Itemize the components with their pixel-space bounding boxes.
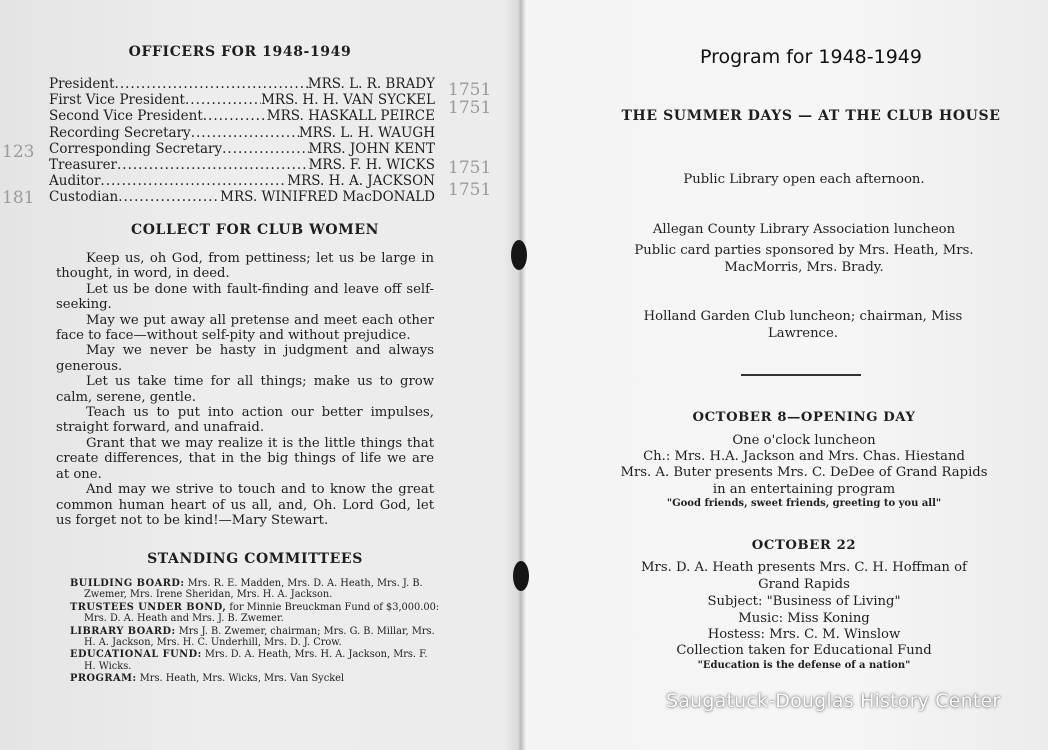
margin-note: 1751	[448, 158, 492, 178]
prayer-paragraph: Let us take time for all things; make us to grow calm, serene, gentle.	[56, 374, 434, 405]
officer-row	[49, 76, 435, 92]
officer-role: Recording Secretary	[49, 124, 191, 141]
oct22-line: Subject: "Business of Living"	[707, 594, 901, 609]
oct22-line: Mrs. D. A. Heath presents Mrs. C. H. Hoffman of Grand Rapids	[641, 560, 967, 592]
prayer-paragraph: Keep us, oh God, from pettiness; let us be large in thought, in word, in deed.	[56, 251, 434, 282]
oct8-line: One o'clock luncheon	[732, 433, 876, 448]
oct8-heading: OCTOBER 8—OPENING DAY	[692, 410, 916, 425]
committee-entry	[70, 578, 440, 601]
collect-title: COLLECT FOR CLUB WOMEN	[131, 222, 379, 238]
margin-note: 1751	[448, 80, 492, 100]
officer-role: Second Vice President	[49, 108, 203, 125]
committee-entry	[70, 602, 440, 625]
officer-row	[49, 189, 435, 205]
committee-label: PROGRAM:	[70, 673, 137, 685]
committee-members: Mrs. Heath, Mrs. Wicks, Mrs. Van Syckel	[139, 673, 345, 685]
prayer-paragraph: May we put away all pretense and meet each other face to face—without self-pity and without prejudice.	[56, 312, 434, 344]
prayer-paragraph: Grant that we may realize it is the little things that create differences, that in the big things of life we are at one.	[56, 435, 434, 482]
officer-row	[49, 141, 435, 157]
officer-name: MRS. WINIFRED MacDONALD	[220, 189, 435, 206]
committee-entry	[70, 673, 440, 684]
officer-role: First Vice President	[49, 92, 185, 109]
committee-members: Mrs. R. E. Madden, Mrs. D. A. Heath, Mrs. J. B. Zwemer, Mrs. Irene Sheridan, Mrs. H. A. Jackson.	[84, 578, 423, 601]
summer-item: Holland Garden Club luncheon; chairman, Miss Lawrence.	[643, 309, 963, 341]
officer-row	[49, 108, 435, 124]
summer-item: Public Library open each afternoon.	[683, 172, 925, 187]
section-divider	[741, 374, 861, 376]
summer-item: Allegan County Library Association luncheon	[652, 222, 956, 237]
committee-entry	[70, 626, 440, 649]
collect-prayer	[56, 251, 434, 528]
prayer-paragraph: Teach us to put into action our better impulses, straight forward, and unafraid.	[56, 405, 434, 436]
officer-name: MRS. L. R. BRADY	[307, 76, 435, 92]
committee-members: Mrs. D. A. Heath, Mrs. H. A. Jackson, Mrs. F. H. Wicks.	[84, 649, 428, 672]
committee-label: LIBRARY BOARD:	[70, 625, 176, 637]
officer-role: Auditor	[49, 173, 101, 190]
officer-name: MRS. F. H. WICKS	[308, 157, 435, 174]
left-page	[0, 0, 519, 750]
margin-note: 123	[2, 142, 35, 162]
leader-dots	[222, 141, 308, 157]
oct22-line: Collection taken for Educational Fund	[676, 643, 932, 658]
prayer-paragraph: May we never be hasty in judgment and always generous.	[56, 343, 434, 374]
officers-title: OFFICERS FOR 1948-1949	[128, 44, 352, 60]
committees-list	[70, 578, 440, 686]
oct22-line: Music: Miss Koning	[738, 611, 870, 626]
officer-row	[49, 125, 435, 141]
officer-row	[49, 92, 435, 108]
summer-heading: THE SUMMER DAYS — AT THE CLUB HOUSE	[621, 108, 1001, 124]
margin-note: 181	[2, 188, 35, 208]
margin-note: 1751	[448, 98, 492, 118]
committee-label: EDUCATIONAL FUND:	[70, 649, 202, 661]
program-title: Program for 1948-1949	[700, 46, 922, 68]
summer-item: Public card parties sponsored by Mrs. Heath, Mrs. MacMorris, Mrs. Brady.	[634, 243, 974, 275]
leader-dots	[117, 157, 309, 173]
history-center-watermark: Saugatuck-Douglas History Center	[666, 690, 1001, 712]
officer-role: Treasurer	[49, 157, 118, 174]
officer-role: Custodian	[49, 189, 119, 206]
officer-role: Corresponding Secretary	[49, 140, 223, 157]
officer-row	[49, 157, 435, 173]
officer-role: President	[49, 76, 115, 92]
oct8-line: Mrs. A. Buter presents Mrs. C. DeDee of Grand Rapids in an entertaining program	[620, 465, 988, 497]
committee-label: BUILDING BOARD:	[70, 578, 185, 589]
committee-entry	[70, 649, 440, 672]
committee-members: for Minnie Breuckman Fund of $3,000.00: Mrs. D. A. Heath and Mrs. J. B. Zwemer.	[84, 601, 440, 625]
leader-dots	[191, 125, 299, 141]
oct8-quote: "Good friends, sweet friends, greeting to you all"	[666, 498, 942, 509]
officer-row	[49, 173, 435, 189]
prayer-paragraph: Let us be done with fault-finding and leave off self-seeking.	[56, 281, 434, 313]
leader-dots	[185, 92, 261, 108]
leader-dots	[115, 76, 308, 92]
leader-dots	[100, 173, 287, 189]
oct22-line: Hostess: Mrs. C. M. Winslow	[707, 627, 901, 642]
prayer-paragraph: And may we strive to touch and to know the great common human heart of us all, and, Oh. Lord God, let us forget not to be kind!—Mary Stewart.	[56, 482, 434, 528]
officer-name: MRS. L. H. WAUGH	[298, 124, 435, 141]
margin-note: 1751	[448, 180, 492, 200]
committee-label: TRUSTEES UNDER BOND,	[70, 601, 227, 613]
oct8-line: Ch.: Mrs. H.A. Jackson and Mrs. Chas. Hiestand	[643, 449, 965, 464]
officers-list	[49, 76, 435, 206]
officer-name: MRS. H. A. JACKSON	[287, 173, 435, 190]
leader-dots	[203, 108, 267, 124]
leader-dots	[118, 189, 220, 205]
oct22-heading: OCTOBER 22	[751, 538, 857, 553]
officer-name: MRS. HASKALL PEIRCE	[266, 108, 435, 125]
officer-name: MRS. JOHN KENT	[308, 140, 435, 157]
officer-name: MRS. H. H. VAN SYCKEL	[261, 92, 435, 109]
committee-members: Mrs J. B. Zwemer, chairman; Mrs. G. B. Millar, Mrs. H. A. Jackson, Mrs. H. C. Underhill, Mrs. D. J. Crow.	[84, 625, 435, 649]
committees-title: STANDING COMMITTEES	[147, 551, 363, 567]
oct22-quote: "Education is the defense of a nation"	[697, 660, 911, 671]
